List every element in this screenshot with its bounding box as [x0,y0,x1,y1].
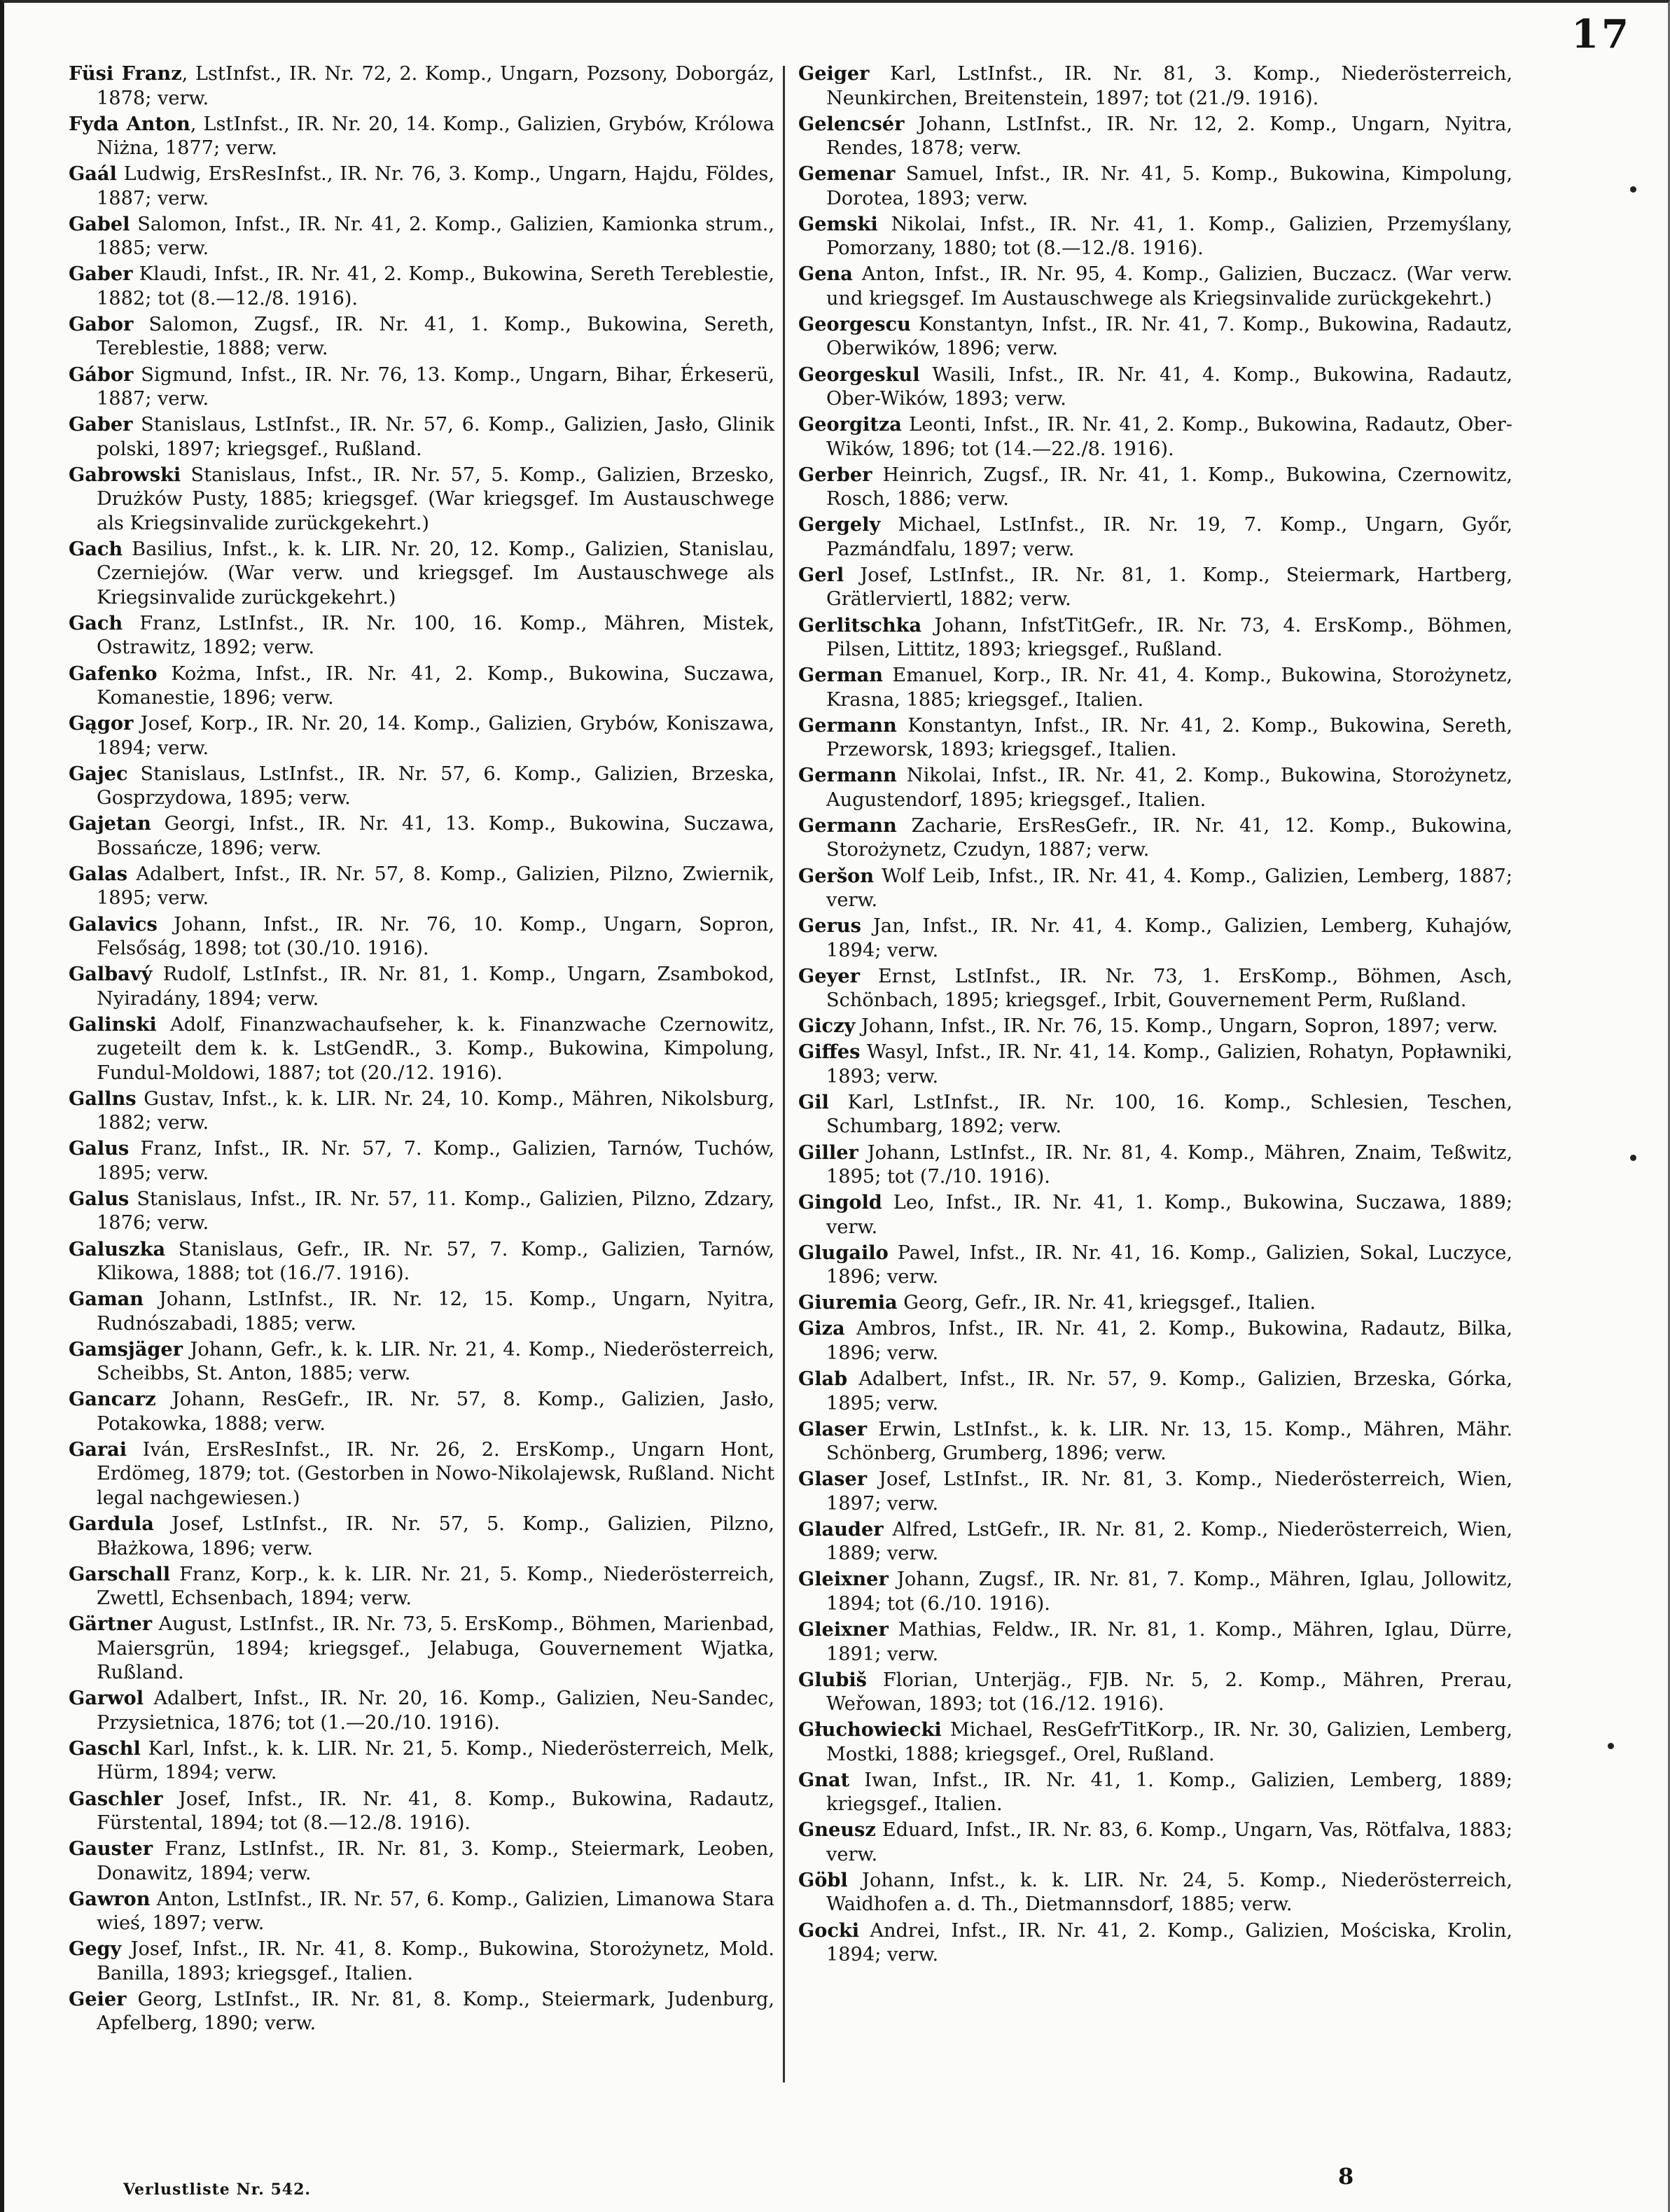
casualty-entry [69,1887,774,1936]
entry-surname: Gauster [69,1837,153,1860]
entry-surname: Galus [69,1137,130,1160]
casualty-entry [798,262,1512,311]
casualty-entry [69,962,774,1011]
entry-surname: Gaál [69,162,117,186]
entry-surname: Georgescu [798,312,911,335]
entry-details: Anton, LstInfst., IR. Nr. 57, 6. Komp., Galizien, Limanowa Stara wieś, 1897; verw. [97,1888,774,1935]
entry-details: Leonti, Infst., IR. Nr. 41, 2. Komp., Bukowina, Radautz, Ober-Wików, 1896; tot (14.—22./8. 1916). [826,414,1512,460]
entry-surname: Gerl [798,563,844,586]
entry-details: Michael, ResGefrTitKorp., IR. Nr. 30, Galizien, Lemberg, Mostki, 1888; kriegsgef., Orel, Rußland. [826,1719,1512,1765]
entry-details: Ludwig, ErsResInfst., IR. Nr. 76, 3. Komp., Ungarn, Hajdu, Földes, 1887; verw. [97,163,774,209]
entry-surname: Glaser [798,1468,868,1491]
entry-surname: Geršon [798,864,875,887]
entry-surname: Gelencsér [798,112,905,135]
margin-speck [1630,186,1636,193]
entry-surname: Geier [69,1987,127,2010]
entry-surname: Glab [798,1368,848,1391]
entry-details: Mathias, Feldw., IR. Nr. 81, 1. Komp., Mähren, Iglau, Dürre, 1891; verw. [826,1619,1512,1665]
casualty-entry [69,1136,774,1185]
entry-details: Georg, LstInfst., IR. Nr. 81, 8. Komp., Steiermark, Judenburg, Apfelberg, 1890; verw. [97,1988,774,2035]
casualty-entry [798,513,1512,562]
entry-surname: Gallns [69,1087,137,1110]
entry-surname: Galavics [69,912,158,935]
entry-surname: Georgeskul [798,363,920,386]
right-column [798,62,1512,1968]
entry-surname: Gergely [798,513,881,536]
casualty-entry [798,1417,1512,1466]
entry-surname: Gamsjäger [69,1337,183,1361]
entry-details: Karl, Infst., k. k. LIR. Nr. 21, 5. Komp., Niederösterreich, Melk, Hürm, 1894; verw. [97,1737,774,1784]
entry-surname: Georgitza [798,413,902,436]
entry-surname: Gaschl [69,1737,141,1760]
casualty-entry [69,1387,774,1436]
casualty-entry [798,412,1512,461]
casualty-entry [798,1141,1512,1190]
casualty-entry [798,1190,1512,1239]
entry-surname: Gnat [798,1768,850,1791]
entry-surname: Gerber [798,463,872,486]
casualty-entry [69,1287,774,1336]
entry-surname: Glugailo [798,1241,889,1264]
casualty-entry [69,1612,774,1685]
entry-details: Josef, LstInfst., IR. Nr. 57, 5. Komp., Galizien, Pilzno, Błażkowa, 1896; verw. [97,1513,774,1559]
entry-details: Karl, LstInfst., IR. Nr. 100, 16. Komp., Schlesien, Teschen, Schumbarg, 1892; verw. [826,1091,1512,1138]
entry-surname: Fyda Anton [69,112,190,135]
entry-surname: Gągor [69,712,134,735]
entry-details: Klaudi, Infst., IR. Nr. 41, 2. Komp., Bukowina, Sereth Tereblestie, 1882; tot (8.—12./8. 1916). [97,263,774,309]
entry-details: Josef, Korp., IR. Nr. 20, 14. Komp., Galizien, Grybów, Koniszawa, 1894; verw. [97,713,774,759]
entry-details: Josef, Infst., IR. Nr. 41, 8. Komp., Bukowina, Radautz, Fürstental, 1894; tot (8.—12./8. 1916). [97,1788,774,1834]
entry-details: Jan, Infst., IR. Nr. 41, 4. Komp., Galizien, Lemberg, Kuhajów, 1894; verw. [826,915,1512,961]
entry-surname: Galuszka [69,1237,166,1260]
entry-details: Anton, Infst., IR. Nr. 95, 4. Komp., Galizien, Buczacz. (War verw. und kriegsgef. Im Austauschwege als Kriegsinvalide zurückgekehrt.) [826,263,1512,309]
entry-details: Iván, ErsResInfst., IR. Nr. 26, 2. ErsKomp., Ungarn Hont, Erdömeg, 1879; tot. (Gestorben in Nowo-Nikolajewsk, Rußland. Nicht legal nachgewiesen.) [97,1438,774,1509]
entry-surname: Gena [798,263,853,286]
entry-details: Emanuel, Korp., IR. Nr. 41, 4. Komp., Bukowina, Storożynetz, Krasna, 1885; kriegsgef., Italien. [826,665,1512,711]
casualty-entry [798,1618,1512,1667]
entry-details: Wolf Leib, Infst., IR. Nr. 41, 4. Komp., Galizien, Lemberg, 1887; verw. [826,865,1512,911]
casualty-entry [798,463,1512,512]
entry-details: August, LstInfst., IR. Nr. 73, 5. ErsKomp., Böhmen, Marienbad, Maiersgrün, 1894; kriegsgef., Jelabuga, Gouvernement Wjatka, Rußland. [97,1613,774,1684]
entry-surname: Giller [798,1141,858,1164]
casualty-entry [798,663,1512,712]
entry-surname: Gil [798,1090,829,1113]
entry-details: Franz, Korp., k. k. LIR. Nr. 21, 5. Komp., Niederösterreich, Zwettl, Echsenbach, 1894; verw. [97,1563,774,1610]
casualty-entry [798,1919,1512,1968]
casualty-entry [69,1237,774,1286]
entry-details: Johann, Infst., IR. Nr. 76, 15. Komp., Ungarn, Sopron, 1897; verw. [855,1015,1498,1038]
entry-details: Johann, Zugsf., IR. Nr. 81, 7. Komp., Mähren, Iglau, Jollowitz, 1894; tot (6./10. 1916). [826,1568,1512,1615]
entry-surname: Gaber [69,263,133,286]
casualty-entry [798,1567,1512,1616]
entry-details: Michael, LstInfst., IR. Nr. 19, 7. Komp., Ungarn, Győr, Pazmándfalu, 1897; verw. [826,514,1512,560]
entry-surname: Gaman [69,1288,144,1311]
entry-surname: Füsi Franz [69,62,182,85]
entry-details: Johann, Infst., IR. Nr. 76, 10. Komp., Ungarn, Sopron, Felsőság, 1898; tot (30./10. 1916). [97,913,774,959]
casualty-entry [69,162,774,211]
casualty-entry [798,1316,1512,1365]
casualty-entry [798,1868,1512,1917]
entry-details: Franz, Infst., IR. Nr. 57, 7. Komp., Galizien, Tarnów, Tuchów, 1895; verw. [97,1138,774,1184]
entry-details: Georgi, Infst., IR. Nr. 41, 13. Komp., Bukowina, Suczawa, Bossańcze, 1896; verw. [97,813,774,859]
entry-surname: Gaschler [69,1787,163,1810]
entry-details: Josef, LstInfst., IR. Nr. 81, 3. Komp., Niederösterreich, Wien, 1897; verw. [826,1468,1512,1515]
casualty-entry [69,1737,774,1786]
casualty-entry [69,112,774,161]
entry-surname: Gneusz [798,1818,876,1842]
casualty-entry [69,363,774,412]
casualty-entry [798,914,1512,963]
entry-details: Georg, Gefr., IR. Nr. 41, kriegsgef., Italien. [897,1292,1316,1314]
casualty-entry [798,363,1512,412]
entry-details: Pawel, Infst., IR. Nr. 41, 16. Komp., Galizien, Sokal, Luczyce, 1896; verw. [826,1241,1512,1288]
casualty-entry [69,262,774,311]
casualty-entry [69,312,774,361]
entry-surname: Gach [69,611,123,634]
entry-surname: Gemenar [798,162,896,186]
entry-details: Stanislaus, Infst., IR. Nr. 57, 11. Komp., Galizien, Pilzno, Zdzary, 1876; verw. [97,1188,774,1234]
entry-surname: Galus [69,1187,130,1210]
casualty-entry [798,1367,1512,1416]
casualty-entry [798,1818,1512,1867]
casualty-entry [69,1937,774,1986]
entry-surname: Galas [69,862,128,885]
entry-surname: Geiger [798,62,870,85]
entry-details: Franz, LstInfst., IR. Nr. 81, 3. Komp., Steiermark, Leoben, Donawitz, 1894; verw. [97,1838,774,1884]
entry-details: Rudolf, LstInfst., IR. Nr. 81, 1. Komp., Ungarn, Zsambokod, Nyiradány, 1894; verw. [97,964,774,1010]
casualty-entry [69,1512,774,1561]
entry-details: Samuel, Infst., IR. Nr. 41, 5. Komp., Bukowina, Kimpolung, Dorotea, 1893; verw. [826,163,1512,209]
casualty-entry [798,1291,1512,1316]
entry-details: Karl, LstInfst., IR. Nr. 81, 3. Komp., Niederösterreich, Neunkirchen, Breitenstein, 1897; tot (21./9. 1916). [826,63,1512,109]
casualty-entry [69,1187,774,1236]
entry-surname: Glubiš [798,1668,867,1691]
entry-details: Basilius, Infst., k. k. LIR. Nr. 20, 12. Komp., Galizien, Stanislau, Czerniejów. (War verw. und kriegsgef. Im Austauschwege als Kriegsinvalide zurückgekehrt.) [97,538,774,608]
entry-surname: Galinski [69,1013,157,1036]
entry-details: Iwan, Infst., IR. Nr. 41, 1. Komp., Galizien, Lemberg, 1889; kriegsgef., Italien. [826,1769,1512,1816]
entry-surname: Gabrowski [69,463,181,486]
entry-details: Adalbert, Infst., IR. Nr. 20, 16. Komp., Galizien, Neu-Sandec, Przysietnica, 1876; tot (1.—20./10. 1916). [97,1688,774,1734]
entry-surname: Gärtner [69,1613,153,1636]
casualty-entry [798,814,1512,863]
casualty-entry [798,1090,1512,1139]
entry-details: Johann, InfstTitGefr., IR. Nr. 73, 4. ErsKomp., Böhmen, Pilsen, Littitz, 1893; kriegsgef., Rußland. [826,614,1512,661]
entry-details: Sigmund, Infst., IR. Nr. 76, 13. Komp., Ungarn, Bihar, Érkeserü, 1887; verw. [97,363,774,410]
page-number: 17 [1571,11,1631,57]
entry-surname: Gleixner [798,1568,889,1591]
entry-details: Johann, ResGefr., IR. Nr. 57, 8. Komp., Galizien, Jasło, Potakowka, 1888; verw. [97,1389,774,1435]
entry-surname: Glaser [798,1417,868,1440]
casualty-entry [69,463,774,536]
entry-details: Alfred, LstGefr., IR. Nr. 81, 2. Komp., Niederösterreich, Wien, 1889; verw. [826,1518,1512,1565]
entry-details: Andrei, Infst., IR. Nr. 41, 2. Komp., Galizien, Mościska, Krolin, 1894; verw. [826,1919,1512,1966]
casualty-entry [69,1087,774,1136]
casualty-entry [69,1562,774,1611]
entry-surname: Gábor [69,363,134,386]
entry-surname: Gocki [798,1919,860,1942]
entry-surname: Germann [798,764,897,787]
entry-surname: Gafenko [69,662,158,685]
entry-surname: Germann [798,814,897,837]
column-divider [783,66,785,2082]
entry-surname: Gancarz [69,1388,156,1411]
margin-speck [1608,1743,1614,1749]
footer-list-number: Verlustliste Nr. 542. [123,2180,312,2199]
casualty-entry [69,537,774,611]
entry-surname: Giuremia [798,1291,898,1314]
casualty-entry [69,611,774,660]
casualty-entry [798,1517,1512,1566]
entry-details: Adalbert, Infst., IR. Nr. 57, 9. Komp., Galizien, Brzeska, Górka, 1895; verw. [826,1368,1512,1414]
entry-details: , LstInfst., IR. Nr. 72, 2. Komp., Ungarn, Pozsony, Doborgáz, 1878; verw. [97,63,774,109]
entry-details: Josef, Infst., IR. Nr. 41, 8. Komp., Bukowina, Storożynetz, Mold. Banilla, 1893; kriegsgef., Italien. [97,1938,774,1984]
casualty-entry [798,1718,1512,1767]
entry-details: Salomon, Zugsf., IR. Nr. 41, 1. Komp., Bukowina, Sereth, Tereblestie, 1888; verw. [97,313,774,360]
casualty-entry [69,1438,774,1511]
entry-surname: Gerus [798,914,861,938]
entry-surname: Gach [69,537,123,560]
casualty-entry [69,1787,774,1836]
casualty-entry [69,1686,774,1735]
entry-surname: Gleixner [798,1618,889,1641]
entry-details: Stanislaus, Infst., IR. Nr. 57, 5. Komp., Galizien, Brzesko, Drużków Pusty, 1885; kriegsgef. (War kriegsgef. Im Austauschwege als Kriegsinvalide zurückgekehrt.) [97,464,774,534]
casualty-entry [798,563,1512,612]
entry-surname: Giczy [798,1015,856,1038]
entry-surname: Gingold [798,1191,882,1214]
entry-surname: Garschall [69,1562,171,1585]
entry-details: Gustav, Infst., k. k. LIR. Nr. 24, 10. Komp., Mähren, Nikolsburg, 1882; verw. [97,1087,774,1134]
left-column [69,62,774,2037]
entry-details: Johann, LstInfst., IR. Nr. 12, 2. Komp., Ungarn, Nyitra, Rendes, 1878; verw. [826,113,1512,160]
casualty-entry [69,912,774,961]
casualty-entry [798,162,1512,211]
casualty-entry [798,763,1512,812]
casualty-entry [69,62,774,111]
entry-surname: Gabor [69,312,134,335]
entry-surname: Gaber [69,413,133,436]
entry-details: Stanislaus, LstInfst., IR. Nr. 57, 6. Komp., Galizien, Jasło, Glinik polski, 1897; kriegsgef., Rußland. [97,414,774,460]
casualty-entry [69,1987,774,2036]
entry-details: Konstantyn, Infst., IR. Nr. 41, 7. Komp., Bukowina, Radautz, Oberwików, 1896; verw. [826,313,1512,360]
entry-details: Adalbert, Infst., IR. Nr. 57, 8. Komp., Galizien, Pilzno, Zwiernik, 1895; verw. [97,863,774,910]
casualty-entry [798,613,1512,662]
entry-surname: Gegy [69,1938,122,1961]
casualty-entry [798,714,1512,763]
entry-details: Heinrich, Zugsf., IR. Nr. 41, 1. Komp., Bukowina, Czernowitz, Rosch, 1886; verw. [826,464,1512,510]
casualty-entry [69,812,774,861]
casualty-entry [798,1467,1512,1516]
entry-surname: Garai [69,1438,127,1461]
entry-details: Johann, Infst., k. k. LIR. Nr. 24, 5. Komp., Niederösterreich, Waidhofen a. d. Th., Dietmannsdorf, 1885; verw. [826,1869,1512,1916]
entry-details: Johann, LstInfst., IR. Nr. 81, 4. Komp., Mähren, Znaim, Teßwitz, 1895; tot (7./10. 1916). [826,1141,1512,1188]
casualty-entry [69,412,774,461]
entry-surname: Germann [798,714,897,737]
entry-surname: Gajec [69,762,128,785]
casualty-entry [798,1668,1512,1717]
entry-surname: Garwol [69,1687,144,1710]
casualty-entry [69,862,774,911]
entry-surname: Geyer [798,964,860,987]
entry-details: Nikolai, Infst., IR. Nr. 41, 2. Komp., Bukowina, Storożynetz, Augustendorf, 1895; kriegsgef., Italien. [826,765,1512,811]
casualty-entry [69,1837,774,1886]
casualty-entry [69,711,774,760]
entry-details: Adolf, Finanzwachaufseher, k. k. Finanzwache Czernowitz, zugeteilt dem k. k. LstGendR., 3. Komp., Bukowina, Kimpolung, Fundul-Moldowi, 1887; tot (20./12. 1916). [97,1013,774,1084]
entry-details: Florian, Unterjäg., FJB. Nr. 5, 2. Komp., Mähren, Prerau, Weřowan, 1893; tot (16./12. 1916). [826,1669,1512,1716]
entry-surname: Gawron [69,1887,151,1910]
entry-details: Leo, Infst., IR. Nr. 41, 1. Komp., Bukowina, Suczawa, 1889; verw. [826,1192,1512,1238]
entry-surname: Galbavý [69,963,153,986]
entry-details: Eduard, Infst., IR. Nr. 83, 6. Komp., Ungarn, Vas, Rötfalva, 1883; verw. [826,1819,1512,1865]
entry-details: , LstInfst., IR. Nr. 20, 14. Komp., Galizien, Grybów, Królowa Niżna, 1877; verw. [97,113,774,160]
entry-surname: Glauder [798,1517,884,1540]
entry-details: Nikolai, Infst., IR. Nr. 41, 1. Komp., Galizien, Przemyślany, Pomorzany, 1880; tot (8.—12./8. 1916). [826,213,1512,260]
entry-details: Kożma, Infst., IR. Nr. 41, 2. Komp., Bukowina, Suczawa, Komanestie, 1896; verw. [97,662,774,709]
entry-surname: Gabel [69,212,130,235]
entry-surname: Gerlitschka [798,613,922,637]
entry-surname: Göbl [798,1868,848,1891]
entry-details: Johann, Gefr., k. k. LIR. Nr. 21, 4. Komp., Niederösterreich, Scheibbs, St. Anton, 1885; verw. [97,1338,774,1385]
casualty-entry [798,864,1512,913]
entry-details: Stanislaus, LstInfst., IR. Nr. 57, 6. Komp., Galizien, Brzeska, Gosprzydowa, 1895; verw. [97,763,774,809]
casualty-entry [798,62,1512,111]
entry-surname: Gardula [69,1512,154,1536]
margin-speck [1630,1155,1636,1161]
entry-details: Johann, LstInfst., IR. Nr. 12, 15. Komp., Ungarn, Nyitra, Rudnószabadi, 1885; verw. [97,1288,774,1335]
footer-signature-mark: 8 [1338,2163,1354,2190]
entry-details: Zacharie, ErsResGefr., IR. Nr. 41, 12. Komp., Bukowina, Storożynetz, Czudyn, 1887; verw. [826,814,1512,861]
casualty-entry [798,312,1512,361]
casualty-entry [69,1337,774,1386]
casualty-entry [798,1014,1512,1039]
entry-details: Wasyl, Infst., IR. Nr. 41, 14. Komp., Galizien, Rohatyn, Popławniki, 1893; verw. [826,1041,1512,1087]
entry-details: Konstantyn, Infst., IR. Nr. 41, 2. Komp., Bukowina, Sereth, Przeworsk, 1893; kriegsgef., Italien. [826,714,1512,761]
casualty-entry [69,762,774,811]
entry-details: Ambros, Infst., IR. Nr. 41, 2. Komp., Bukowina, Radautz, Bilka, 1896; verw. [826,1318,1512,1364]
entry-details: Salomon, Infst., IR. Nr. 41, 2. Komp., Galizien, Kamionka strum., 1885; verw. [97,213,774,260]
entry-surname: Głuchowiecki [798,1718,942,1741]
entry-surname: Gemski [798,212,878,235]
entry-surname: Giffes [798,1041,861,1064]
casualty-entry [798,1040,1512,1089]
casualty-entry [798,964,1512,1013]
casualty-entry [69,662,774,711]
entry-details: Franz, LstInfst., IR. Nr. 100, 16. Komp., Mähren, Mistek, Ostrawitz, 1892; verw. [97,612,774,659]
entry-details: Josef, LstInfst., IR. Nr. 81, 1. Komp., Steiermark, Hartberg, Grätlerviertl, 1882; verw. [826,564,1512,611]
casualty-entry [69,1013,774,1086]
entry-surname: Gajetan [69,812,151,835]
casualty-entry [798,1768,1512,1817]
casualty-entry [798,212,1512,261]
casualty-entry [69,212,774,261]
entry-surname: German [798,664,883,687]
entry-details: Wasili, Infst., IR. Nr. 41, 4. Komp., Bukowina, Radautz, Ober-Wików, 1893; verw. [826,363,1512,410]
entry-details: Stanislaus, Gefr., IR. Nr. 57, 7. Komp., Galizien, Tarnów, Klikowa, 1888; tot (16./7. 1916). [97,1238,774,1285]
entry-details: Erwin, LstInfst., k. k. LIR. Nr. 13, 15. Komp., Mähren, Mähr. Schönberg, Grumberg, 1896; verw. [826,1418,1512,1465]
casualty-entry [798,1241,1512,1290]
entry-details: Ernst, LstInfst., IR. Nr. 73, 1. ErsKomp., Böhmen, Asch, Schönbach, 1895; kriegsgef., Irbit, Gouvernement Perm, Rußland. [826,965,1512,1012]
entry-surname: Giza [798,1317,845,1340]
casualty-entry [798,112,1512,161]
